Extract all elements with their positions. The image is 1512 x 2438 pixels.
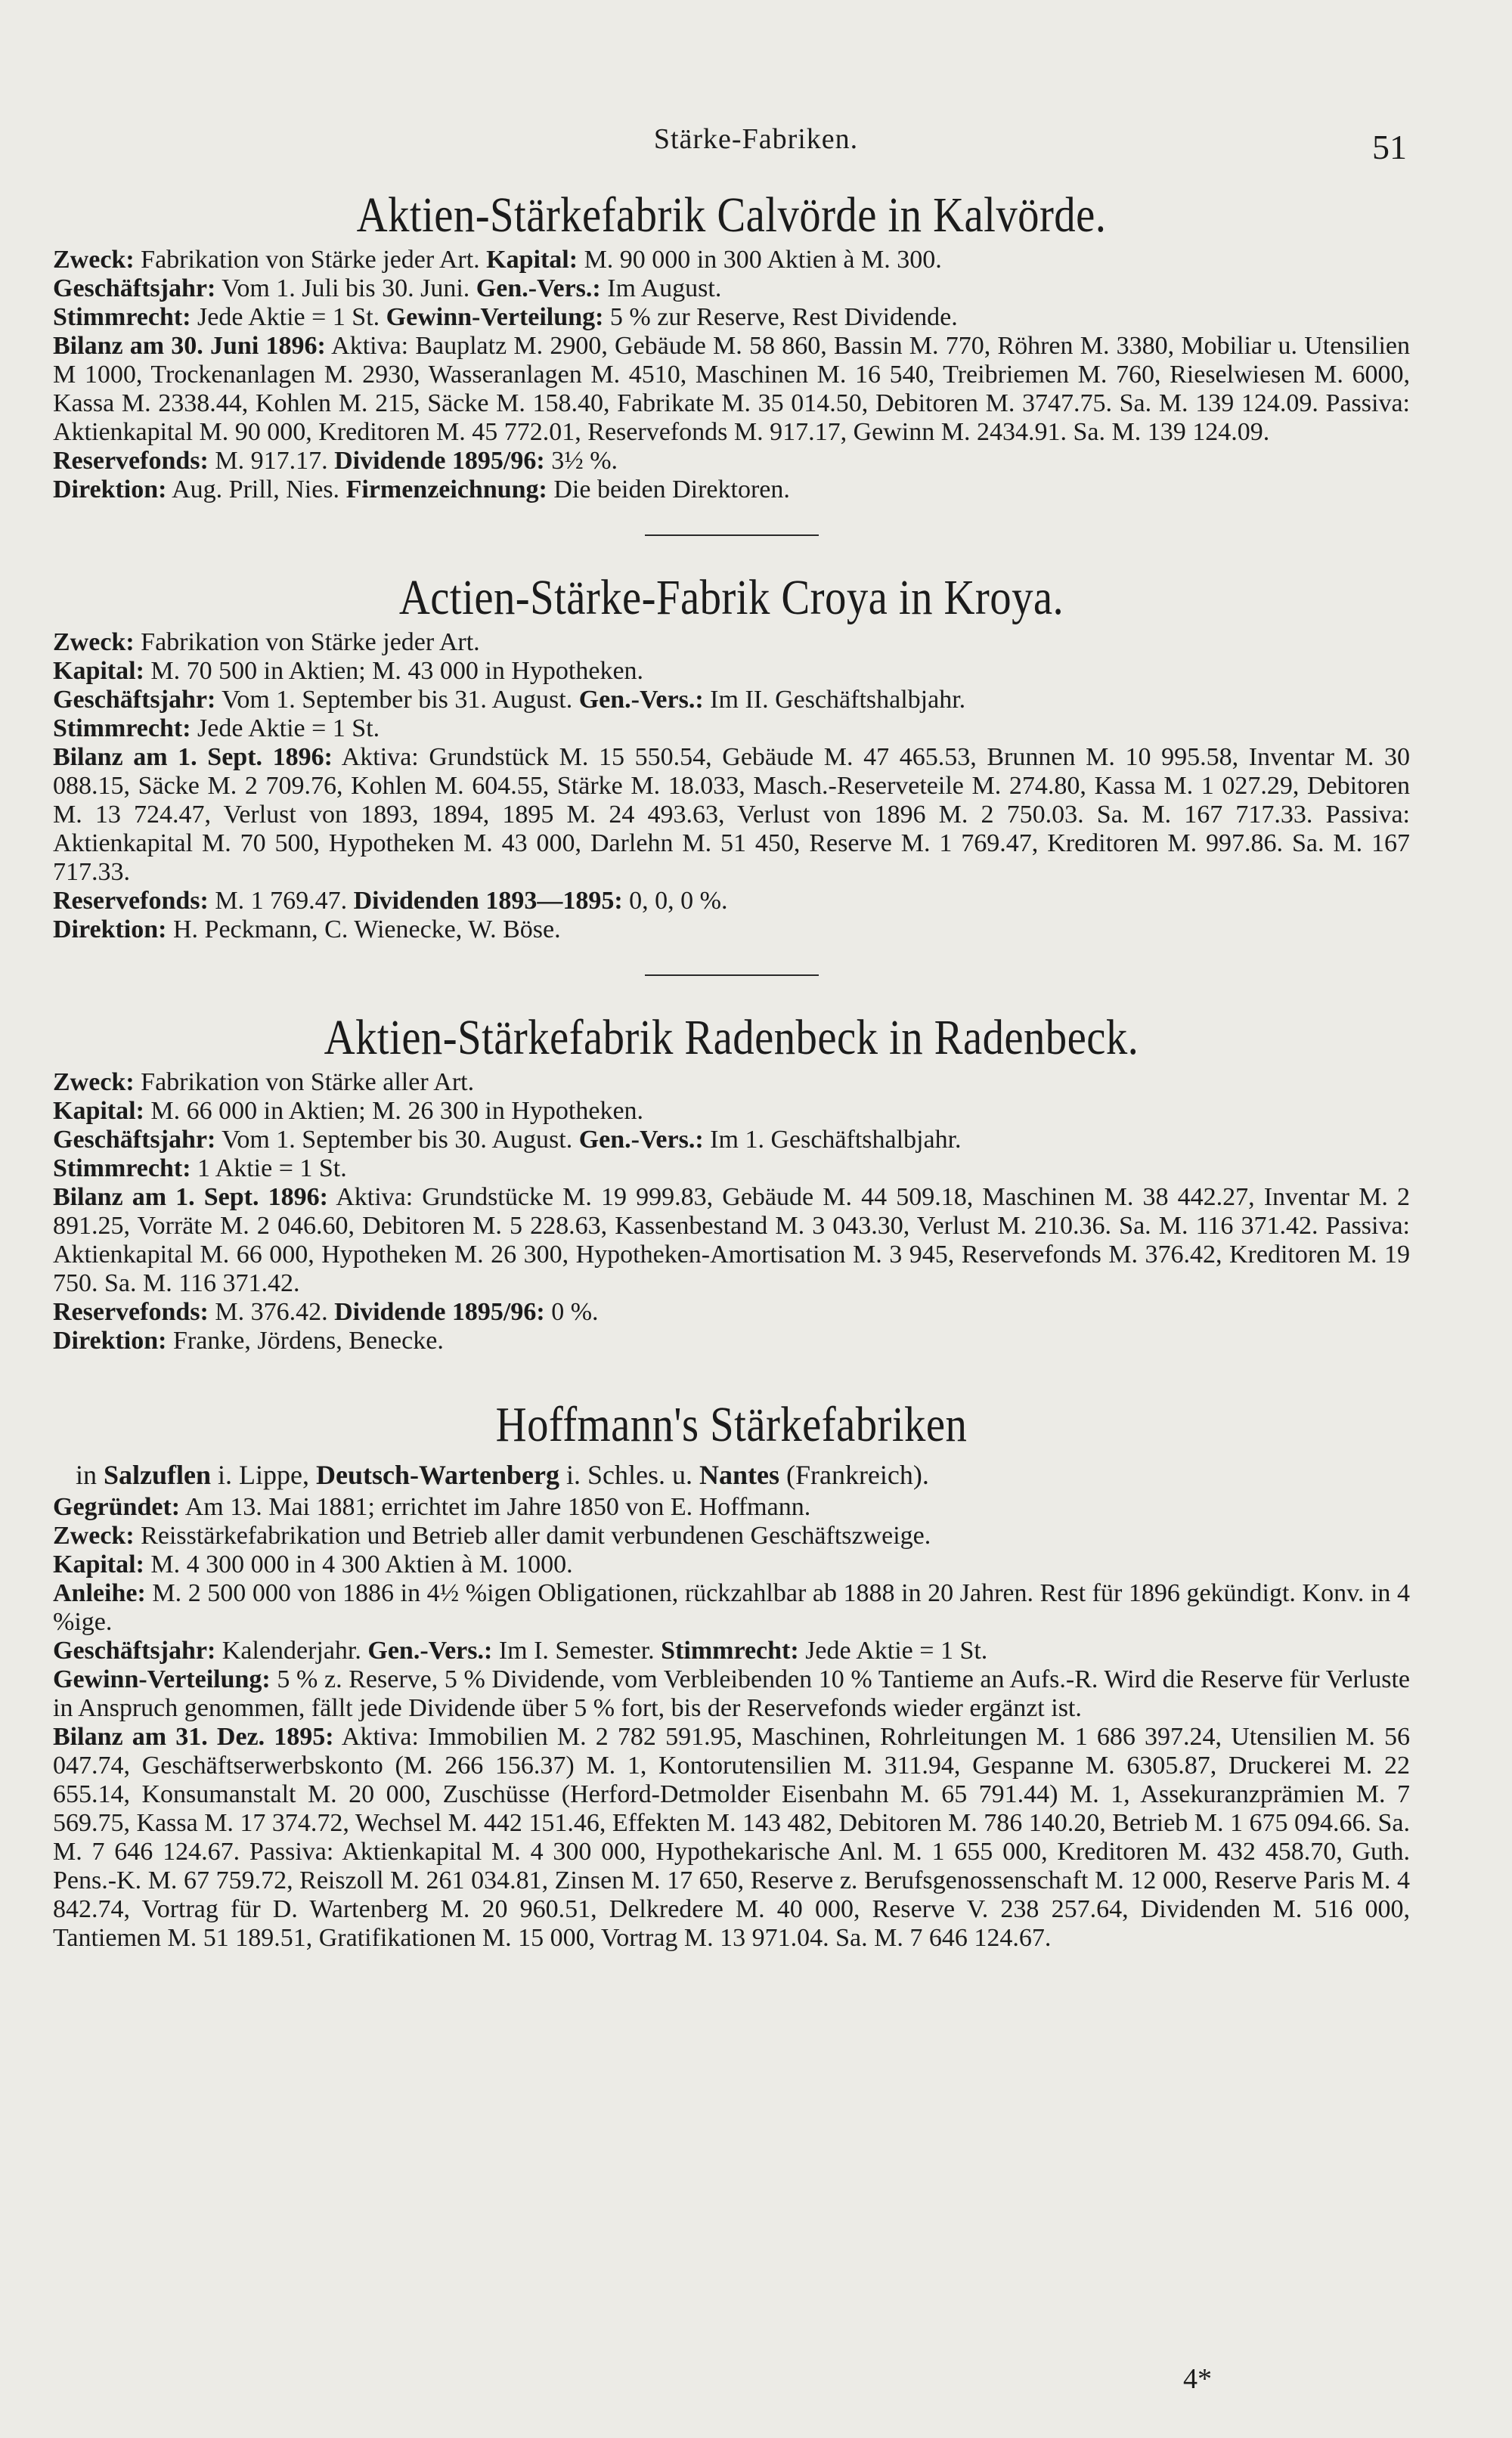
entry-line: Geschäftsjahr: Vom 1. September bis 30. August. Gen.-Vers.: Im 1. Geschäftshalbjahr.: [53, 1126, 962, 1154]
entry-line: Stimmrecht: Jede Aktie = 1 St. Gewinn-Verteilung: 5 % zur Reserve, Rest Dividende.: [53, 303, 958, 331]
entry-line: Kapital: M. 66 000 in Aktien; M. 26 300 in Hypotheken.: [53, 1097, 644, 1125]
entry-line: Direktion: H. Peckmann, C. Wienecke, W. Böse.: [53, 915, 561, 943]
signature-mark: 4*: [1183, 2363, 1212, 2395]
entry-line: Stimmrecht: 1 Aktie = 1 St.: [53, 1154, 347, 1182]
entry-line: Reservefonds: M. 376.42. Dividende 1895/96: 0 %.: [53, 1298, 599, 1326]
entry-line: Gegründet: Am 13. Mai 1881; errichtet im Jahre 1850 von E. Hoffmann.: [53, 1493, 811, 1521]
entry-title: Aktien-Stärkefabrik Radenbeck in Radenbeck.: [324, 1010, 1139, 1065]
page-number: 51: [1372, 128, 1407, 166]
entry-radenbeck: [53, 1008, 1410, 1355]
entry-line: Geschäftsjahr: Kalenderjahr. Gen.-Vers.: Im I. Semester. Stimmrecht: Jede Aktie = 1 St.: [53, 1637, 988, 1665]
running-title: Stärke-Fabriken.: [653, 123, 859, 155]
entry-line: Reservefonds: M. 1 769.47. Dividenden 1893—1895: 0, 0, 0 %.: [53, 887, 728, 915]
entry-line: Zweck: Fabrikation von Stärke jeder Art. Kapital: M. 90 000 in 300 Aktien à M. 300.: [53, 246, 942, 274]
bilanz-paragraph: Bilanz am 1. Sept. 1896: Aktiva: Grundstücke M. 19 999.83, Gebäude M. 44 509.18, Maschinen M. 38 442.27, Inventar M. 2 891.25, Vorräte M. 2 046.60, Debitoren M. 5 228.63, Kassenbestand M. 3 043.30, Verlust M. 210.36. Sa. M. 116 371.42. Passiva: Aktienkapital M. 66 000, Hypotheken M. 26 300, Hypotheken-Amortisation M. 3 945, Reservefonds M. 376.42, Kreditoren M. 19 750. Sa. M. 116 371.42.: [53, 1183, 1410, 1297]
entry-croya: [53, 568, 1410, 944]
entry-line: Gewinn-Verteilung: 5 % z. Reserve, 5 % Dividende, vom Verbleibenden 10 % Tantieme an Aufs.-R. Wird die Reserve für Verluste in Anspruch genommen, fällt jede Dividende über 5 % fort, bis der Reservefonds wieder ergänzt ist.: [53, 1665, 1410, 1722]
entry-line: Zweck: Fabrikation von Stärke aller Art.: [53, 1068, 475, 1096]
locations-line: in Salzuflen i. Lippe, Deutsch-Wartenberg i. Schles. u. Nantes (Frankreich).: [76, 1460, 929, 1490]
bilanz-paragraph: Bilanz am 31. Dez. 1895: Aktiva: Immobilien M. 2 782 591.95, Maschinen, Rohrleitungen M. 1 686 397.24, Utensilien M. 56 047.74, Geschäftserwerbskonto (M. 266 156.37) M. 1, Kontorutensilien M. 311.94, Gespanne M. 6305.87, Druckerei M. 22 655.14, Konsumanstalt M. 20 000, Zuschüsse (Herford-Detmolder Eisenbahn M. 65 791.44) M. 1, Assekuranzprämien M. 7 569.75, Kassa M. 17 374.72, Wechsel M. 442 151.46, Effekten M. 143 482, Debitoren M. 786 140.20, Betrieb M. 1 675 094.66. Sa. M. 7 646 124.67. Passiva: Aktienkapital M. 4 300 000, Hypothekarische Anl. M. 1 655 000, Kreditoren M. 432 458.70, Guth. Pens.-K. M. 67 759.72, Reiszoll M. 261 034.81, Zinsen M. 17 650, Reserve z. Berufsgenossenschaft M. 12 000, Reserve Paris M. 4 842.74, Vortrag für D. Wartenberg M. 20 960.51, Delkredere M. 40 000, Reserve V. 238 257.64, Dividenden M. 516 000, Tantiemen M. 51 189.51, Gratifikationen M. 15 000, Vortrag M. 13 971.04. Sa. M. 7 646 124.67.: [53, 1723, 1411, 1952]
section-divider: [645, 534, 819, 536]
entry-line: Stimmrecht: Jede Aktie = 1 St.: [53, 714, 380, 742]
entry-line: Geschäftsjahr: Vom 1. Juli bis 30. Juni. Gen.-Vers.: Im August.: [53, 274, 722, 302]
bilanz-paragraph: Bilanz am 30. Juni 1896: Aktiva: Bauplatz M. 2900, Gebäude M. 58 860, Bassin M. 770, Röhren M. 3380, Mobiliar u. Utensilien M 1000, Trockenanlagen M. 2930, Wasseranlagen M. 4510, Maschinen M. 16 540, Treibriemen M. 760, Rieselwiesen M. 6000, Kassa M. 2338.44, Kohlen M. 215, Säcke M. 158.40, Fabrikate M. 35 014.50, Debitoren M. 3747.75. Sa. M. 139 124.09. Passiva: Aktienkapital M. 90 000, Kreditoren M. 45 772.01, Reservefonds M. 917.17, Gewinn M. 2434.91. Sa. M. 139 124.09.: [53, 332, 1410, 446]
entry-line: Anleihe: M. 2 500 000 von 1886 in 4½ %igen Obligationen, rückzahlbar ab 1888 in 20 Jahren. Rest für 1896 gekündigt. Konv. in 4 %ige.: [53, 1579, 1410, 1636]
section-gap: [53, 1355, 1410, 1395]
section-divider: [645, 974, 819, 976]
page-content: [53, 185, 1410, 1953]
entry-title: Aktien-Stärkefabrik Calvörde in Kalvörde.: [356, 187, 1107, 243]
entry-line: Kapital: M. 4 300 000 in 4 300 Aktien à M. 1000.: [53, 1550, 573, 1578]
entry-line: Zweck: Reisstärkefabrikation und Betrieb aller damit verbundenen Geschäftszweige.: [53, 1522, 931, 1550]
entry-calvoerde: [53, 185, 1410, 504]
entry-hoffmann: [53, 1395, 1410, 1953]
entry-line: Direktion: Aug. Prill, Nies. Firmenzeichnung: Die beiden Direktoren.: [53, 476, 790, 503]
entry-title: Hoffmann's Stärkefabriken: [495, 1397, 968, 1452]
entry-line: Zweck: Fabrikation von Stärke jeder Art.: [53, 628, 480, 656]
bilanz-paragraph: Bilanz am 1. Sept. 1896: Aktiva: Grundstück M. 15 550.54, Gebäude M. 47 465.53, Brunnen M. 10 995.58, Inventar M. 30 088.15, Säcke M. 2 709.76, Kohlen M. 604.55, Stärke M. 18.033, Masch.-Reserveteile M. 274.80, Kassa M. 1 027.29, Debitoren M. 13 724.47, Verlust von 1893, 1894, 1895 M. 24 493.63, Verlust von 1896 M. 2 750.03. Sa. M. 167 717.33. Passiva: Aktienkapital M. 70 500, Hypotheken M. 43 000, Darlehn M. 51 450, Reserve M. 1 769.47, Kreditoren M. 997.86. Sa. M. 167 717.33.: [53, 743, 1410, 886]
entry-line: Geschäftsjahr: Vom 1. September bis 31. August. Gen.-Vers.: Im II. Geschäftshalbjahr.: [53, 686, 966, 714]
entry-line: Kapital: M. 70 500 in Aktien; M. 43 000 in Hypotheken.: [53, 657, 644, 685]
entry-line: Reservefonds: M. 917.17. Dividende 1895/96: 3½ %.: [53, 447, 618, 475]
entry-title: Actien-Stärke-Fabrik Croya in Kroya.: [398, 570, 1064, 625]
entry-line: Direktion: Franke, Jördens, Benecke.: [53, 1327, 444, 1355]
